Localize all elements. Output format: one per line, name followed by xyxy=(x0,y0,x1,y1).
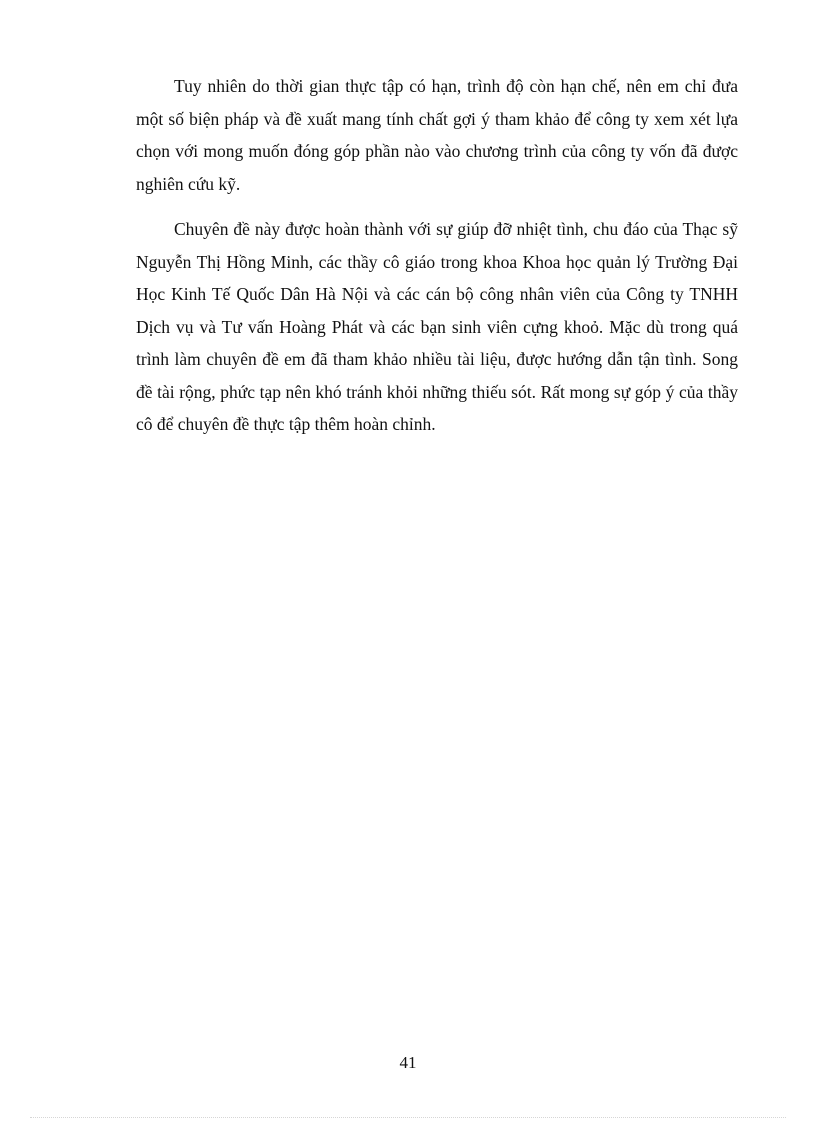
page-number: 41 xyxy=(399,1053,417,1072)
paragraph-limitations: Tuy nhiên do thời gian thực tập có hạn, trình độ còn hạn chế, nên em chỉ đưa một số biện pháp và đề xuất mang tính chất gợi ý tham khảo để công ty xem xét lựa chọn với mong muốn đóng góp phần nào vào chương trình của công ty vốn đã được nghiên cứu kỹ. xyxy=(136,76,738,194)
body-text xyxy=(136,70,738,454)
paragraph-acknowledgements: Chuyên đề này được hoàn thành với sự giúp đỡ nhiệt tình, chu đáo của Thạc sỹ Nguyễn Thị Hồng Minh, các thầy cô giáo trong khoa Khoa học quản lý Trường Đại Học Kinh Tế Quốc Dân Hà Nội và các cán bộ công nhân viên của Công ty TNHH Dịch vụ và Tư vấn Hoàng Phát và các bạn sinh viên cựng khoỏ. Mặc dù trong quá trình làm chuyên đề em đã tham khảo nhiều tài liệu, được hướng dẫn tận tình. Song đề tài rộng, phức tạp nên khó tránh khỏi những thiếu sót. Rất mong sự góp ý của thầy cô để chuyên đề thực tập thêm hoàn chỉnh. xyxy=(136,219,738,434)
footer-divider xyxy=(30,1117,786,1118)
